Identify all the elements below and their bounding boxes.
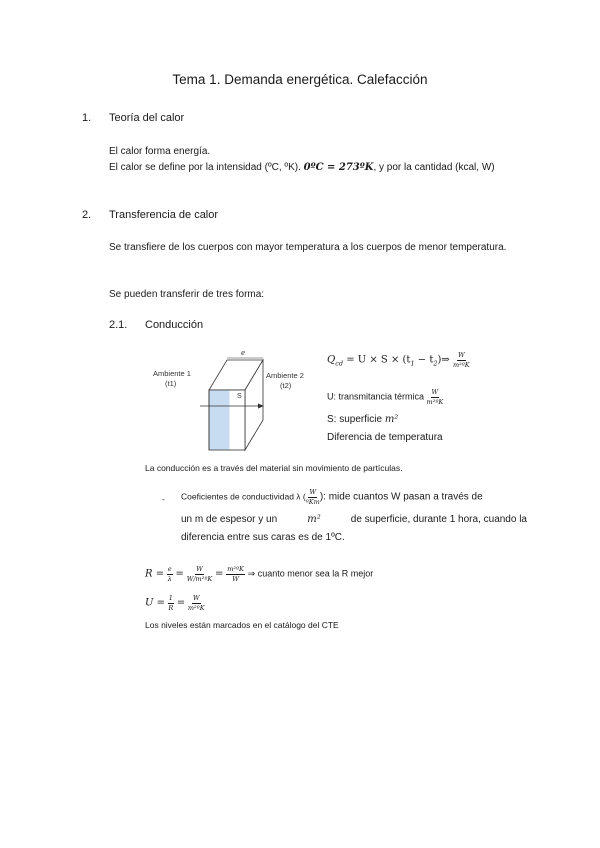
ambient-1-label: Ambiente 1 xyxy=(153,369,191,378)
text: un m de espesor y un xyxy=(181,514,278,525)
section-heading: Transferencia de calor xyxy=(109,209,219,221)
eq-text: ⇒ cuanto menor sea la R mejor xyxy=(247,568,374,579)
frac-den: ºKm xyxy=(305,497,320,506)
text: , y por la cantidad (kcal, W) xyxy=(373,162,495,173)
text: de superficie, durante 1 hora, cuando la xyxy=(350,514,527,525)
legend-t: Diferencia de temperatura xyxy=(327,432,443,443)
frac xyxy=(188,595,205,611)
formula-close: )⇒ xyxy=(437,354,450,366)
frac-num: W xyxy=(309,488,317,496)
frac xyxy=(226,566,245,582)
formula-t2-sub: 2 xyxy=(433,359,438,368)
wall-shaded-area xyxy=(210,391,230,450)
section-number: 2. xyxy=(82,209,92,221)
frac-num: e xyxy=(167,565,172,573)
section-number: 1. xyxy=(82,112,92,124)
frac-den: m²ºK xyxy=(426,397,444,406)
math: m² xyxy=(307,514,321,525)
frac-num: W xyxy=(431,388,439,396)
paragraph: El calor forma energía. xyxy=(109,146,211,157)
conduction-diagram xyxy=(145,348,320,458)
frac-num: W xyxy=(196,565,203,573)
section-heading: Conducción xyxy=(145,319,204,331)
legend-u-text: U: transmitancia térmica xyxy=(327,391,425,402)
frac-den: m²ºK xyxy=(187,603,205,612)
formula-minus: − t xyxy=(414,354,434,366)
frac xyxy=(167,566,173,582)
formula-lhs: Q xyxy=(327,354,336,366)
frac-num: 1 xyxy=(168,594,173,602)
u-equation: U = $\frac{1}{R}$ = $\frac{W}{\text{m²ºK}}$ xyxy=(145,594,205,612)
text: El calor se define por la intensidad (ºC, ºK). xyxy=(109,162,301,173)
legend-u xyxy=(327,389,443,405)
frac-den: m²ºK xyxy=(452,360,470,369)
paragraph: Se transfiere de los cuerpos con mayor temperatura a los cuerpos de menor temperatura. xyxy=(109,242,507,253)
eq-lhs: R = xyxy=(145,568,165,580)
formula-t1-sub: 1 xyxy=(410,359,415,368)
ambient-1-temp: (t1) xyxy=(165,379,177,388)
legend-u-unit xyxy=(427,389,444,405)
bullet-line-2 xyxy=(181,514,527,525)
text: Coeficientes de conductividad λ ( xyxy=(181,491,306,502)
frac-num: W xyxy=(457,351,465,359)
legend-s-unit: m² xyxy=(384,414,399,425)
thickness-label: e xyxy=(241,349,246,357)
formula-lhs-sub: cd xyxy=(335,359,344,368)
math: 0ºC = 273ºK xyxy=(303,162,374,173)
bullet-line-3: diferencia entre sus caras es de 1ºC. xyxy=(181,532,345,543)
section-heading: Teoría del calor xyxy=(109,112,185,124)
legend-s-text: S: superficie xyxy=(327,414,383,425)
legend-s xyxy=(327,414,398,425)
frac-num: m²ºK xyxy=(227,565,244,573)
surface-label: S xyxy=(237,393,242,400)
conductivity-unit xyxy=(306,489,320,505)
eq-lhs: U = xyxy=(145,597,165,609)
bullet-dash: - xyxy=(162,494,165,504)
frac-den: W/m²ºK xyxy=(186,574,213,583)
frac-den: R xyxy=(168,603,174,612)
r-equation: R = $\frac{e}{\lambda}$ = $\frac{W}{\text{W/m²ºK}}$ = $\frac{\text{m²ºK}}{W}$ ⇒ cuanto menor sea la R mejor xyxy=(145,565,374,583)
page-title: Tema 1. Demanda energética. Calefacción xyxy=(172,72,428,87)
paragraph: Se pueden transferir de tres forma: xyxy=(109,289,265,300)
conduction-formula xyxy=(327,352,470,368)
caption: La conducción es a través del material sin movimiento de partículas. xyxy=(145,463,403,473)
formula-unit xyxy=(453,352,470,368)
frac xyxy=(187,566,213,582)
text: ): mide cuantos W pasan a través de xyxy=(319,491,483,503)
formula-rhs: = U × S × (t xyxy=(346,354,411,366)
ambient-2-temp: (t2) xyxy=(280,381,292,390)
ambient-2-label: Ambiente 2 xyxy=(266,371,304,380)
frac xyxy=(168,595,174,611)
frac-den: W xyxy=(232,574,239,583)
paragraph xyxy=(109,160,495,176)
frac-den: λ xyxy=(167,574,172,583)
section-number: 2.1. xyxy=(109,319,128,331)
caption: Los niveles están marcados en el catálogo del CTE xyxy=(145,620,339,630)
frac-num: W xyxy=(192,594,200,602)
bullet-line-1 xyxy=(181,489,527,505)
